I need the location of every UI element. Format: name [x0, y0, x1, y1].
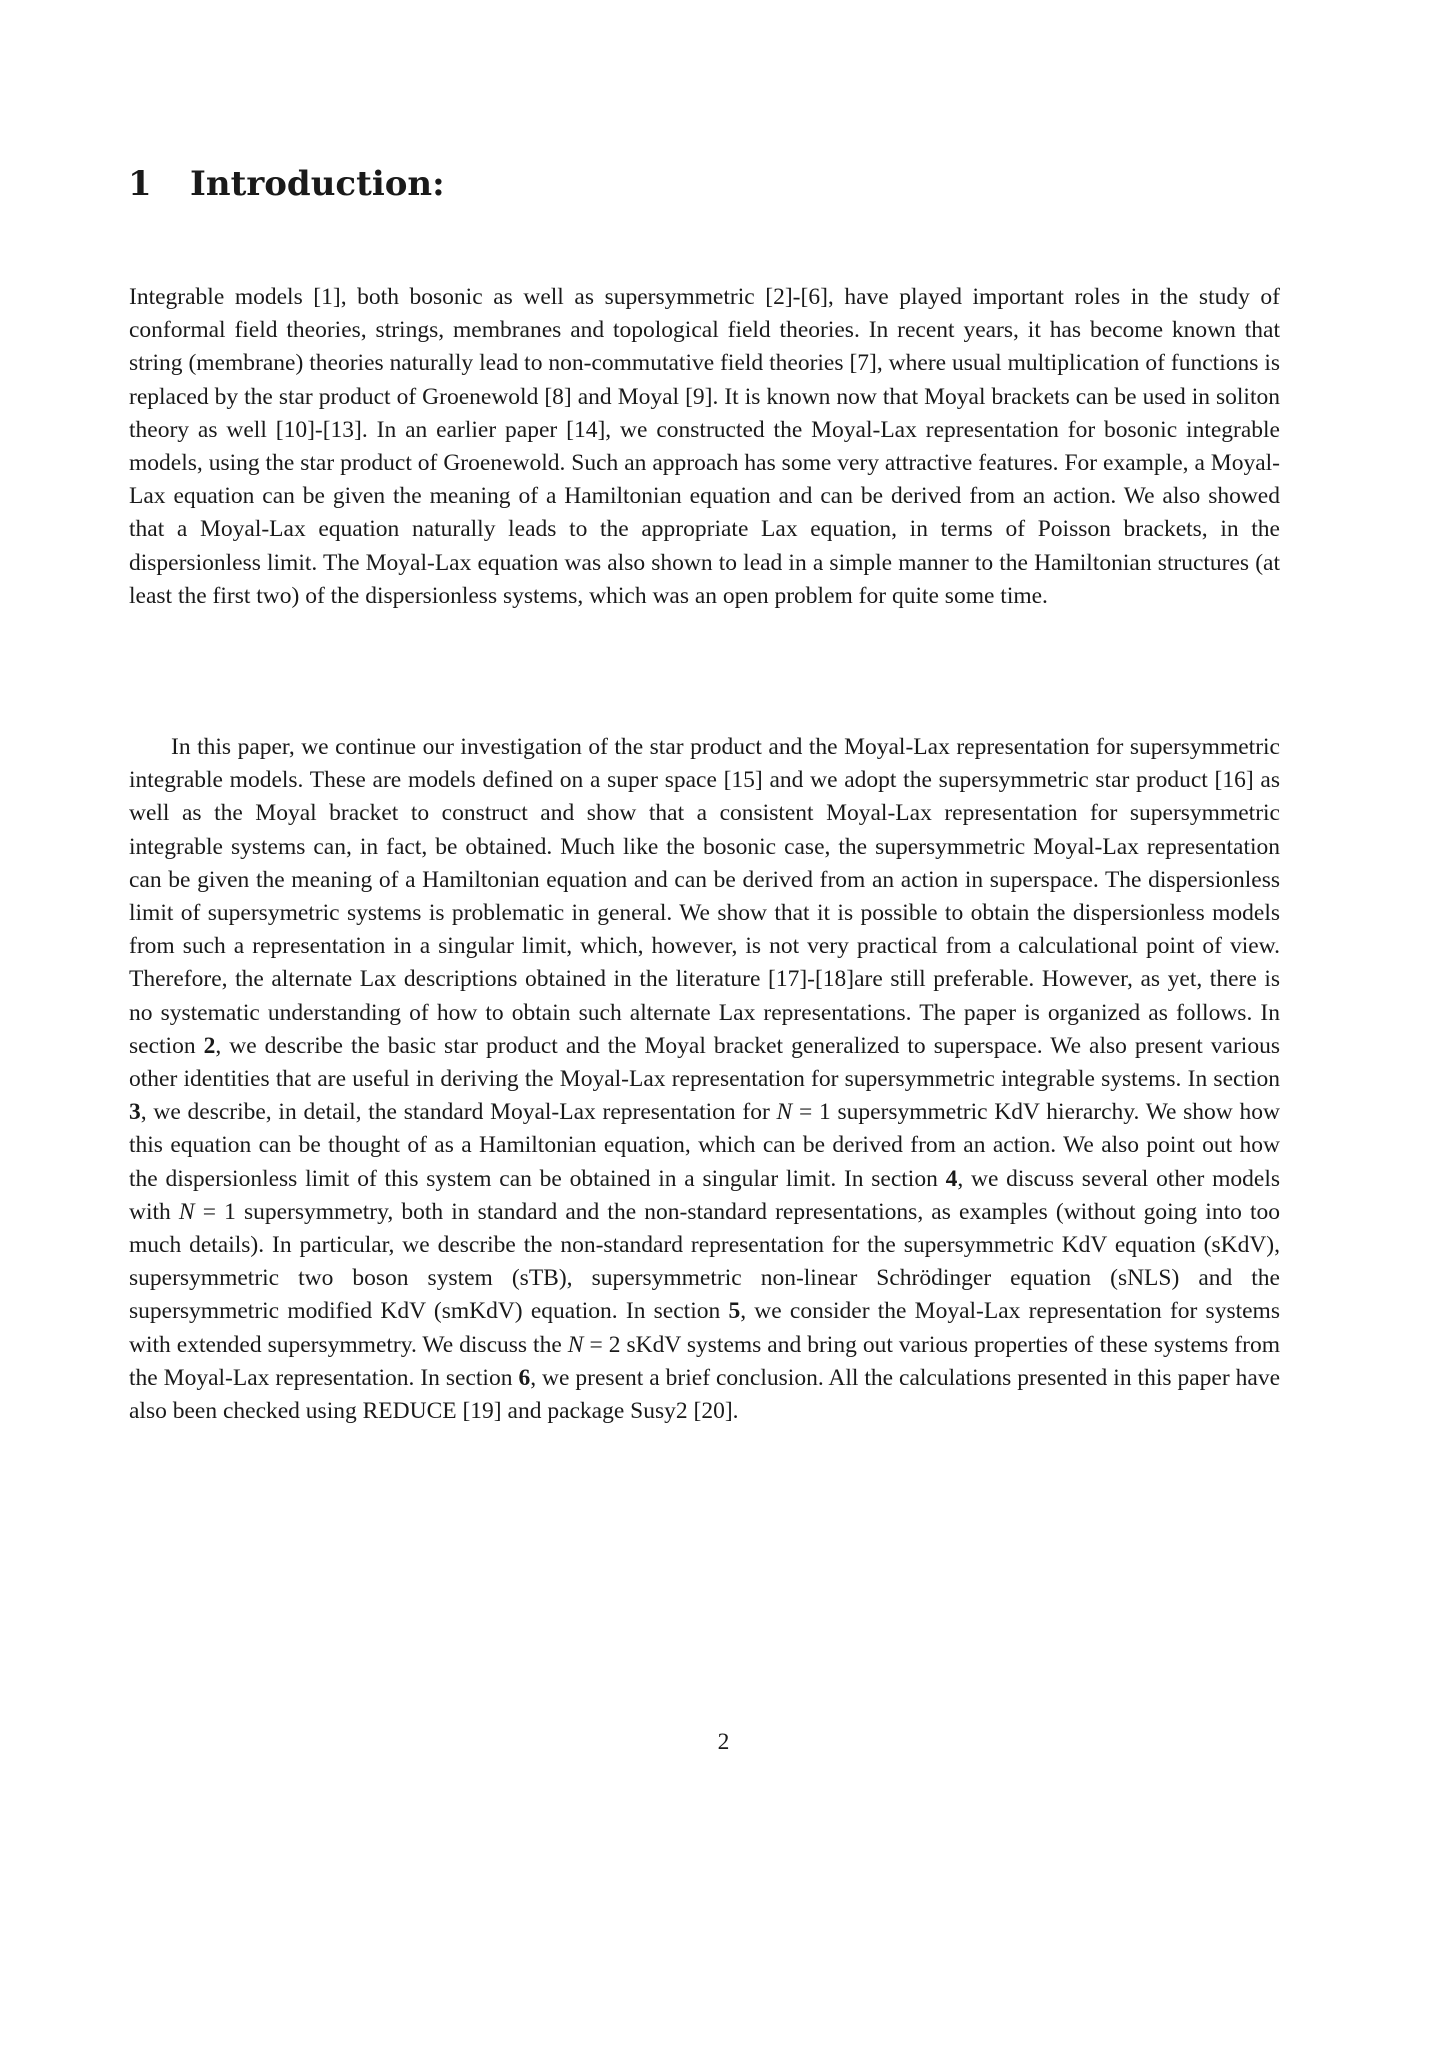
intro-paragraph-2 — [129, 731, 1280, 1428]
section-ref-3: 3 — [129, 1099, 141, 1126]
paragraph-2-text: = 1 supersymmetry, both in standard and the non-standard representations, as examples (without going into too much details). In particular, we describe the non-standard representation for the supersymmetric KdV equation (sKdV), supersymmetric two boson system (sTB), supersymmetric non-linear Schrödinger equation (sNLS) and the supersymmetric modified KdV (smKdV) equation. In section — [129, 1198, 1280, 1325]
paragraph-2-text: = 1 supersymmetric KdV hierarchy. We show how this equation can be thought of as a Hamiltonian equation, which can be derived from an action. We also point out how the dispersionless limit of this system can be obtained in a singular limit. In section — [129, 1099, 1280, 1192]
paragraph-2-text: In this paper, we continue our investigation of the star product and the Moyal-Lax representation for supersymmetric integrable models. These are models defined on a super space [15] and we adopt the supersymmetric star product [16] as well as the Moyal bracket to construct and show that a consistent Moyal-Lax representation for supersymmetric integrable systems can, in fact, be obtained. Much like the bosonic case, the supersymmetric Moyal-Lax representation can be given the meaning of a Hamiltonian equation and can be derived from an action in superspace. The dispersionless limit of supersymetric systems is problematic in general. We show that it is possible to obtain the dispersionless models from such a representation in a singular limit, which, however, is not very practical from a calculational point of view. Therefore, the alternate Lax descriptions obtained in the literature [17]-[18]are still preferable. However, as yet, there is no systematic understanding of how to obtain such alternate Lax representations. The paper is organized as follows. In section — [129, 734, 1280, 1059]
section-ref-2: 2 — [203, 1032, 216, 1059]
math-variable-n: N — [567, 1331, 584, 1358]
section-ref-6: 6 — [518, 1364, 531, 1391]
section-heading — [128, 158, 445, 210]
page-number: 2 — [717, 1729, 730, 1755]
intro-paragraph-1: Integrable models [1], both bosonic as well as supersymmetric [2]-[6], have played important roles in the study of conformal field theories, strings, membranes and topological field theories. In recent years, it has become known that string (membrane) theories naturally lead to non-commutative field theories [7], where usual multiplication of functions is replaced by the star product of Groenewold [8] and Moyal [9]. It is known now that Moyal brackets can be used in soliton theory as well [10]-[13]. In an earlier paper [14], we constructed the Moyal-Lax representation for bosonic integrable models, using the star product of Groenewold. Such an approach has some very attractive features. For example, a Moyal-Lax equation can be given the meaning of a Hamiltonian equation and can be derived from an action. We also showed that a Moyal-Lax equation naturally leads to the appropriate Lax equation, in terms of Poisson brackets, in the dispersionless limit. The Moyal-Lax equation was also shown to lead in a simple manner to the Hamiltonian structures (at least the first two) of the dispersionless systems, which was an open problem for quite some time. — [129, 284, 1280, 609]
math-variable-n: N — [178, 1198, 195, 1225]
paragraph-2-text: , we describe the basic star product and the Moyal bracket generalized to superspace. We also present various other identities that are useful in deriving the Moyal-Lax representation for supersymmetric integrable systems. In section — [129, 1032, 1280, 1093]
section-ref-4: 4 — [945, 1165, 958, 1192]
math-variable-n: N — [776, 1099, 793, 1126]
section-ref-5: 5 — [728, 1298, 741, 1325]
paragraph-2-text: , we present a brief conclusion. All the calculations presented in this paper have also been checked using REDUCE [19] and package Susy2 [20]. — [129, 1364, 1280, 1425]
paragraph-2-text: , we discuss several other models with — [129, 1165, 1280, 1225]
paragraph-2-text: = 2 sKdV systems and bring out various properties of these systems from the Moyal-Lax representation. In section — [129, 1331, 1280, 1391]
section-number: 1 — [128, 164, 152, 204]
paragraph-2-text: , we describe, in detail, the standard Moyal-Lax representation for — [140, 1099, 777, 1126]
section-title: Introduction: — [190, 164, 445, 204]
paragraph-2-text: , we consider the Moyal-Lax representation for systems with extended supersymmetry. We discuss the — [129, 1298, 1280, 1358]
